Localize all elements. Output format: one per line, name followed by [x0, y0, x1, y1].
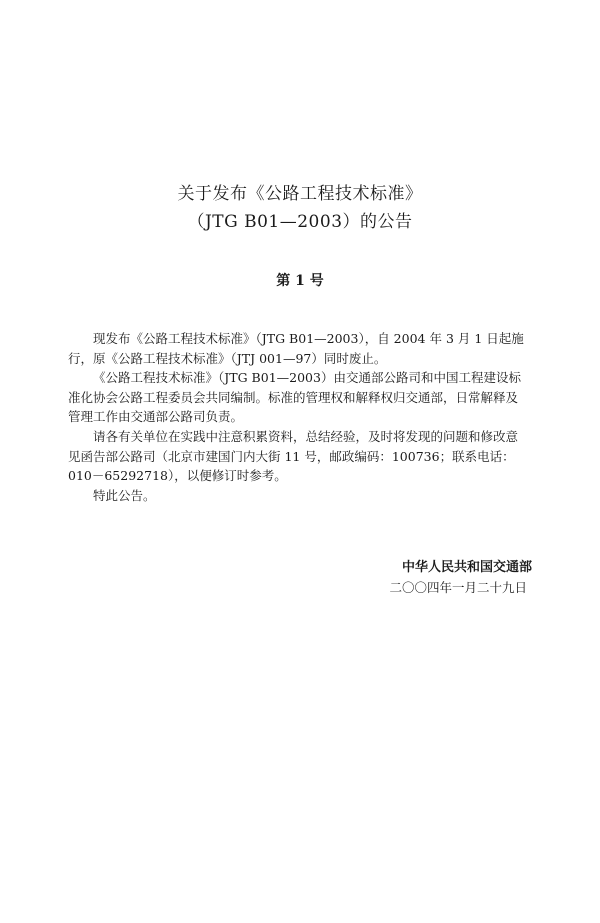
paragraph-1: 现发布《公路工程技术标准》（JTG B01—2003），自 2004 年 3 月 1 日起施行，原《公路工程技术标准》（JTJ 001—97）同时废止。 — [68, 331, 524, 366]
announcement-subtitle: （JTG B01—2003）的公告 — [187, 212, 413, 232]
paragraph-4: 特此公告。 — [93, 487, 156, 503]
issue-number: 第 1 号 — [276, 273, 324, 289]
announcement-body — [68, 329, 530, 505]
signature-organization: 中华人民共和国交通部 — [401, 560, 532, 575]
paragraph-3: 请各有关单位在实践中注意积累资料，总结经验，及时将发现的问题和修改意见函告部公路司（北京市建国门内大街 11 号，邮政编码：100736；联系电话：010－65292718），以便修订时参考。 — [68, 428, 519, 484]
announcement-title: 关于发布《公路工程技术标准》 — [177, 184, 423, 204]
paragraph-2: 《公路工程技术标准》（JTG B01—2003）由交通部公路司和中国工程建设标准化协会公路工程委员会共同编制。标准的管理权和解释权归交通部，日常解释及管理工作由交通部公路司负责。 — [68, 370, 521, 425]
signature-date: 二〇〇四年一月二十九日 — [389, 580, 527, 595]
